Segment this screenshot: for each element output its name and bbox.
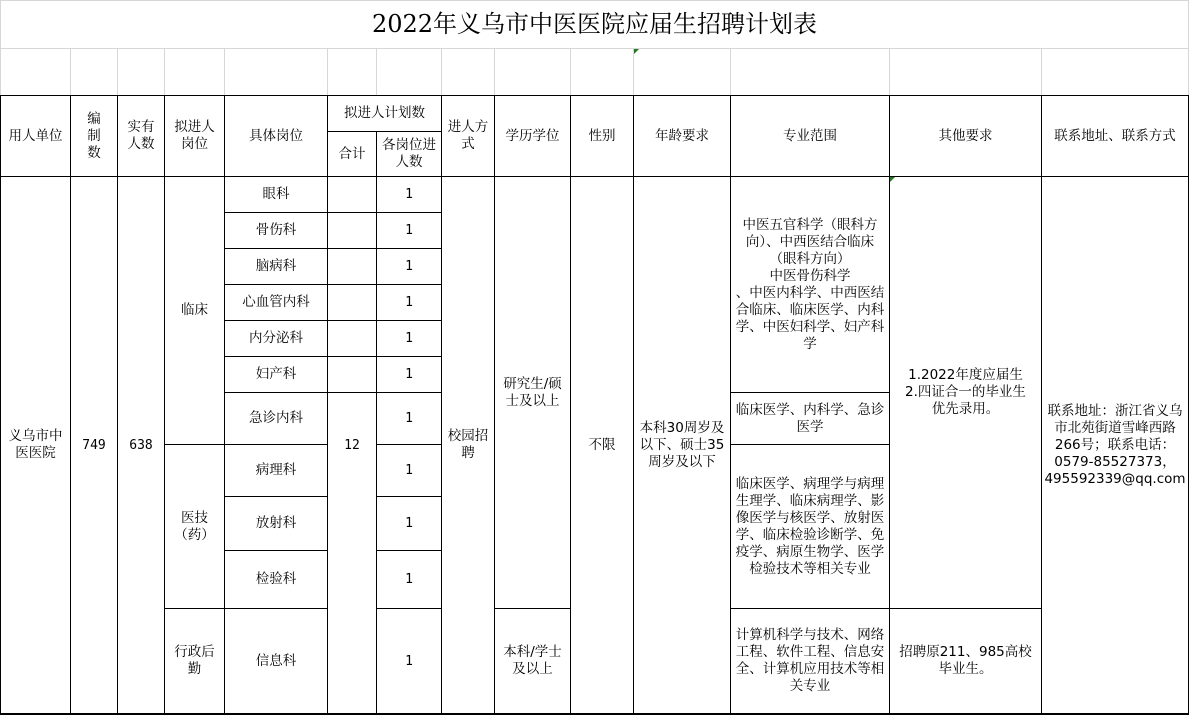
header-actual: 实有人数 (127, 119, 155, 152)
count-value: 1 (405, 331, 413, 346)
category-admin: 行政后勤 (174, 644, 215, 677)
count-value: 1 (405, 259, 413, 274)
count-value: 1 (405, 572, 413, 587)
header-age: 年龄要求 (655, 127, 709, 144)
position-cardiology: 心血管内科 (242, 294, 310, 310)
header-other: 其他要求 (938, 127, 993, 144)
header-position-type: 拟进人岗位 (174, 119, 215, 152)
major-information: 计算机科学与技术、网络工程、软件工程、信息安全、计算机应用技术等相关专业 (735, 627, 885, 694)
position-pathology: 病理科 (255, 462, 297, 478)
other-requirement-information: 招聘原211、985高校毕业生。 (899, 644, 1032, 677)
category-tech: 医技（药） (174, 509, 215, 543)
count-value: 1 (405, 367, 413, 382)
gender-value: 不限 (588, 436, 616, 453)
education-bachelor: 本科/学士及以上 (503, 644, 562, 677)
age-value: 本科30周岁及以下、硕士35周岁及以下 (639, 419, 725, 470)
position-radiology: 放射科 (255, 515, 297, 531)
method-value: 校园招聘 (447, 428, 489, 461)
count-value: 1 (405, 223, 413, 238)
major-clinical: 中医五官科学（眼科方向）、中西医结合临床（眼科方向） 中医骨伤科学 、中医内科学、中西医结合临床、临床医学、内科学、中医妇科学、妇产科学 (735, 216, 885, 352)
count-value: 1 (405, 411, 413, 426)
quota-value: 749 (82, 437, 106, 453)
position-orthopedics: 骨伤科 (255, 222, 297, 238)
plan-total-value: 12 (344, 437, 360, 453)
position-emergency: 急诊内科 (249, 410, 303, 426)
header-education: 学历学位 (505, 127, 560, 144)
header-plan-total: 合计 (338, 145, 366, 162)
position-ophthalmology: 眼科 (262, 186, 290, 202)
header-major: 专业范围 (783, 127, 837, 144)
actual-value: 638 (129, 437, 153, 453)
header-quota: 编制数 (87, 110, 101, 161)
count-value: 1 (405, 187, 413, 202)
count-value: 1 (405, 295, 413, 310)
position-encephalopathy: 脑病科 (255, 258, 297, 274)
count-value: 1 (405, 516, 413, 531)
count-value: 1 (405, 653, 413, 669)
education-graduate: 研究生/硕士及以上 (503, 375, 562, 409)
header-position: 具体岗位 (249, 127, 303, 144)
other-requirement-graduate: 1.2022年度应届生 2.四证合一的毕业生优先录用。 (905, 367, 1026, 417)
position-obstetrics: 妇产科 (255, 366, 297, 382)
count-value: 1 (405, 463, 413, 478)
category-clinical: 临床 (181, 302, 208, 318)
header-plan: 拟进人计划数 (344, 105, 425, 121)
position-endocrinology: 内分泌科 (249, 330, 303, 346)
position-laboratory: 检验科 (255, 571, 297, 587)
major-tech: 临床医学、病理学与病理生理学、临床病理学、影像医学与核医学、放射医学、临床检验诊断学、免疫学、病原生物学、医学检验技术等相关专业 (735, 475, 885, 577)
comment-marker (634, 49, 639, 54)
header-method: 进人方式 (447, 119, 489, 152)
major-emergency: 临床医学、内科学、急诊医学 (735, 401, 885, 435)
position-information: 信息科 (255, 652, 297, 669)
header-contact: 联系地址、联系方式 (1054, 127, 1176, 144)
header-plan-each: 各岗位进人数 (382, 137, 436, 170)
header-gender: 性别 (588, 127, 616, 144)
unit-name: 义乌市中医医院 (8, 428, 63, 461)
contact-value: 联系地址：浙江省义乌市北苑街道雪峰西路266号；联系电话：0579-85527373，495592339@qq.com (1044, 402, 1186, 487)
sheet-title: 2022年义乌市中医医院应届生招聘计划表 (371, 10, 818, 38)
header-unit: 用人单位 (8, 127, 63, 144)
